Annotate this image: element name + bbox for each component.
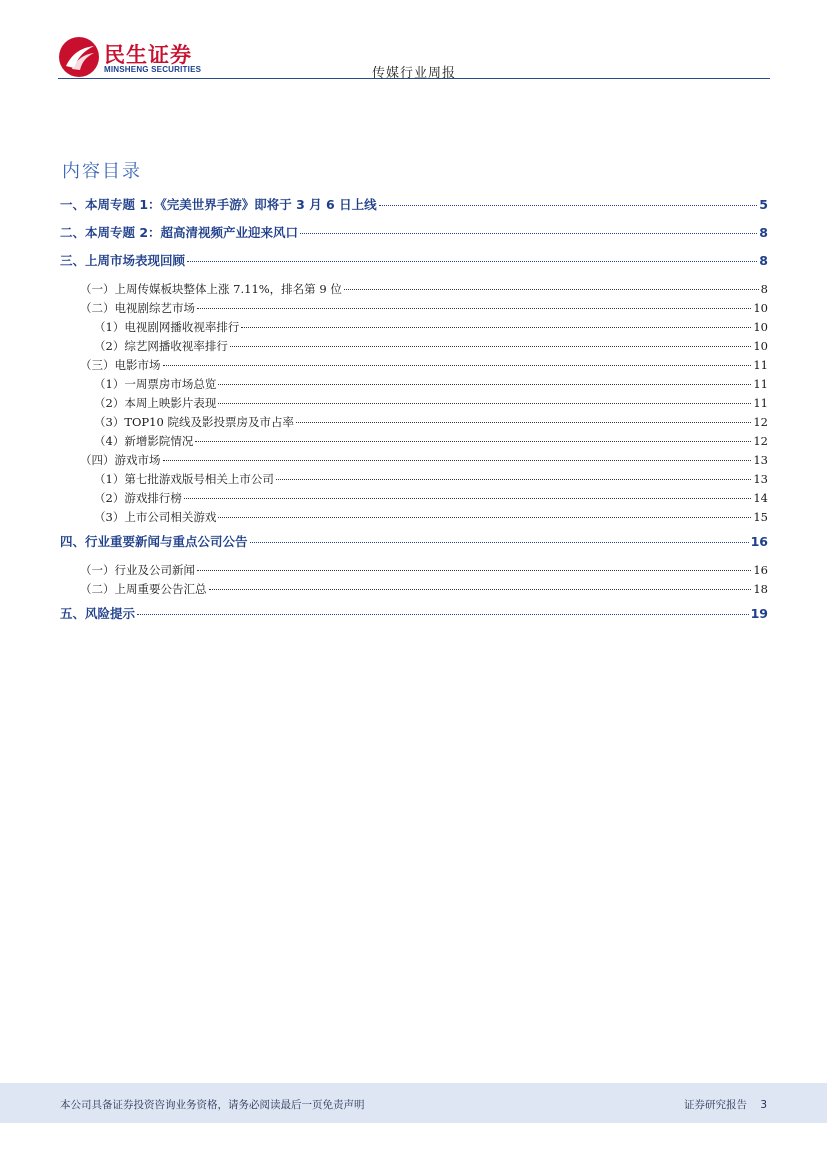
toc-leader-dots <box>163 365 752 366</box>
toc-leader-dots <box>218 403 751 404</box>
toc-entry[interactable] <box>60 375 768 394</box>
toc-entry-title: （二）上周重要公告汇总 <box>80 582 207 596</box>
toc-entry[interactable] <box>60 605 768 623</box>
toc-entry-page: 11 <box>753 396 768 410</box>
toc-entry[interactable] <box>60 470 768 489</box>
toc-entry[interactable] <box>60 432 768 451</box>
toc-entry[interactable] <box>60 356 768 375</box>
toc-entry[interactable] <box>60 318 768 337</box>
toc-entry-page: 5 <box>759 197 768 212</box>
toc-entry-page: 8 <box>759 225 768 240</box>
company-logo <box>58 36 208 78</box>
toc-entry[interactable] <box>60 224 768 242</box>
toc-entry-page: 14 <box>753 491 768 505</box>
toc-entry-page: 8 <box>759 253 768 268</box>
toc-leader-dots <box>300 233 757 234</box>
minsheng-logo-icon <box>58 36 100 78</box>
toc-entry-title: （一）上周传媒板块整体上涨 7.11%，排名第 9 位 <box>80 282 342 296</box>
toc-entry-page: 10 <box>753 320 768 334</box>
toc-entry-page: 19 <box>750 606 768 621</box>
toc-entry[interactable] <box>60 561 768 580</box>
toc-leader-dots <box>218 517 751 518</box>
toc-entry-title: （2）本周上映影片表现 <box>94 396 217 410</box>
page-number: 3 <box>760 1099 767 1111</box>
toc-entry[interactable] <box>60 508 768 527</box>
toc-entry-title: （2）游戏排行榜 <box>94 491 182 505</box>
toc-entry-title: 三、上周市场表现回顾 <box>60 253 186 268</box>
toc-entry[interactable] <box>60 451 768 470</box>
toc-leader-dots <box>230 346 752 347</box>
toc-entry[interactable] <box>60 337 768 356</box>
toc-leader-dots <box>209 589 752 590</box>
toc-heading: 内容目录 <box>62 161 142 182</box>
toc-entry-page: 18 <box>753 582 768 596</box>
footer-right <box>684 1097 767 1112</box>
toc-entry[interactable] <box>60 580 768 599</box>
toc-leader-dots <box>184 498 752 499</box>
toc-entry-title: （4）新增影院情况 <box>94 434 194 448</box>
toc-leader-dots <box>197 308 751 309</box>
logo-chinese-name: 民生证券 <box>104 43 192 67</box>
toc-entry-title: （3）上市公司相关游戏 <box>94 510 217 524</box>
footer-disclaimer: 本公司具备证券投资咨询业务资格，请务必阅读最后一页免责声明 <box>60 1099 365 1111</box>
toc-entry-page: 16 <box>753 563 768 577</box>
toc-entry-title: （二）电视剧综艺市场 <box>80 301 195 315</box>
toc-leader-dots <box>187 261 757 262</box>
logo-english-name: MINSHENG SECURITIES <box>104 65 202 74</box>
toc-leader-dots <box>137 614 749 615</box>
toc-entry[interactable] <box>60 413 768 432</box>
toc-entry-title: （1）一周票房市场总览 <box>94 377 217 391</box>
toc-entry[interactable] <box>60 280 768 299</box>
toc-entry-page: 10 <box>753 301 768 315</box>
toc-entry-page: 11 <box>753 358 768 372</box>
page-footer <box>0 1083 827 1123</box>
toc-entry-page: 16 <box>750 534 768 549</box>
toc-entry-page: 12 <box>753 434 768 448</box>
toc-leader-dots <box>344 289 759 290</box>
toc-entry[interactable] <box>60 489 768 508</box>
toc-entry-title: （三）电影市场 <box>80 358 161 372</box>
toc-leader-dots <box>276 479 752 480</box>
toc-entry-title: （四）游戏市场 <box>80 453 161 467</box>
toc-leader-dots <box>379 205 758 206</box>
toc-entry-page: 11 <box>753 377 768 391</box>
toc-leader-dots <box>296 422 751 423</box>
toc-entry[interactable] <box>60 533 768 551</box>
toc-leader-dots <box>241 327 751 328</box>
footer-doc-type: 证券研究报告 <box>683 1099 747 1111</box>
report-category: 传媒行业周报 <box>372 66 457 81</box>
toc-entry-title: （2）综艺网播收视率排行 <box>94 339 228 353</box>
toc-leader-dots <box>250 542 749 543</box>
toc-entry-page: 8 <box>760 282 768 296</box>
toc-leader-dots <box>195 441 751 442</box>
toc-entry-title: 五、风险提示 <box>60 606 136 621</box>
toc-entry[interactable] <box>60 252 768 270</box>
toc-entry-title: （1）第七批游戏版号相关上市公司 <box>94 472 274 486</box>
toc-leader-dots <box>197 570 751 571</box>
toc-leader-dots <box>163 460 752 461</box>
toc-entry-page: 10 <box>753 339 768 353</box>
toc-entry[interactable] <box>60 196 768 214</box>
toc-entry-page: 13 <box>753 472 768 486</box>
toc-entry-title: （1）电视剧网播收视率排行 <box>94 320 240 334</box>
toc-entry[interactable] <box>60 394 768 413</box>
toc-entry-title: （3）TOP10 院线及影投票房及市占率 <box>94 415 294 429</box>
toc-entry-title: 四、行业重要新闻与重点公司公告 <box>60 534 248 549</box>
toc-entry-page: 13 <box>753 453 768 467</box>
header-divider <box>58 78 770 79</box>
toc-entry-page: 15 <box>753 510 768 524</box>
toc-entry-title: （一）行业及公司新闻 <box>80 563 195 577</box>
table-of-contents <box>60 196 768 633</box>
toc-leader-dots <box>218 384 751 385</box>
toc-entry[interactable] <box>60 299 768 318</box>
toc-entry-title: 一、本周专题 1：《完美世界手游》即将于 3 月 6 日上线 <box>60 197 377 212</box>
toc-entry-title: 二、本周专题 2：超高清视频产业迎来风口 <box>60 225 299 240</box>
toc-entry-page: 12 <box>753 415 768 429</box>
